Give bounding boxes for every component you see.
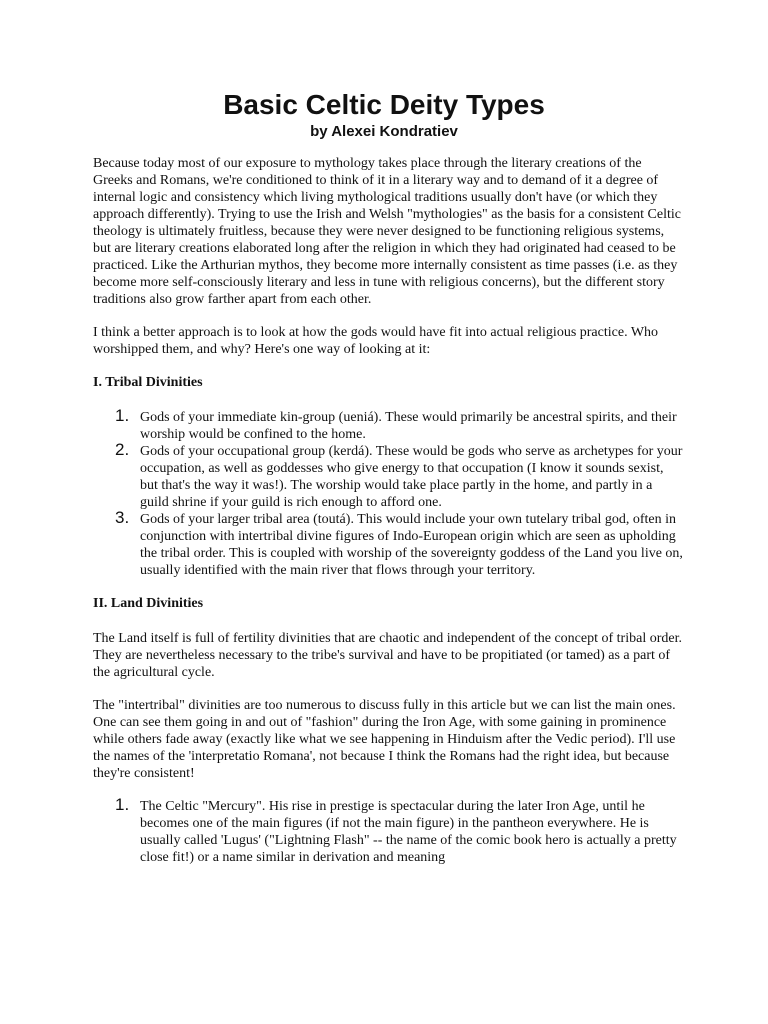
- intro-paragraph: Because today most of our exposure to mythology takes place through the literary creations of the Greeks and Romans, we're conditioned to think of it in a literary way and to demand of it a degree of internal logic and consistency which living mythological traditions usually don't have (or which they approach differently). Trying to use the Irish and Welsh "mythologies" as the basis for a consistent Celtic theology is ultimately fruitless, because they were never designed to be functioning religious systems, but are literary creations elaborated long after the religion in which they had originated had ceased to be practiced. Like the Arthurian mythos, they become more internally consistent as time passes (i.e. as they become more self-consciously literary and less in tune with religious concerns), but the different story traditions also grow farther apart from each other.: [93, 156, 681, 307]
- list-number: 2.: [115, 440, 130, 459]
- land-paragraph: The "intertribal" divinities are too numerous to discuss fully in this article but we can list the main ones. One can see them going in and out of "fashion" during the Iron Age, with some gaining in prominence while others fade away (exactly like what we see happening in Hinduism after the Vedic period). I'll use the names of the 'interpretatio Romana', not because I think the Romans had the right idea, but because they're consistent!: [93, 698, 676, 781]
- intertribal-divinities-list: [93, 795, 683, 866]
- section-heading-tribal: I. Tribal Divinities: [93, 375, 203, 390]
- list-item: [115, 508, 683, 579]
- list-number: 1.: [115, 406, 130, 425]
- list-item-text: Gods of your occupational group (kerdá). These would be gods who serve as archetypes for your occupation, as well as goddesses who give energy to that occupation (I know it sounds sexist, but that's the way it was!). The worship would take place partly in the home, and partly in a guild shrine if your guild is rich enough to afford one.: [140, 444, 683, 510]
- list-item: [115, 406, 683, 443]
- list-item-text: Gods of your larger tribal area (toutá). This would include your own tutelary tribal god, often in conjunction with intertribal divine figures of Indo-European origin which are seen as upholding the tribal order. This is coupled with worship of the sovereignty goddess of the Land you live on, usually identified with the main river that flows through your territory.: [140, 512, 683, 578]
- list-item: [115, 795, 683, 866]
- land-paragraph: The Land itself is full of fertility divinities that are chaotic and independent of the concept of tribal order. They are nevertheless necessary to the tribe's survival and have to be propitiated (or tamed) as a part of the agricultural cycle.: [93, 631, 682, 680]
- list-number: 3.: [115, 508, 130, 527]
- document-title: Basic Celtic Deity Types: [223, 89, 545, 120]
- tribal-divinities-list: [93, 406, 683, 579]
- intro-paragraph: I think a better approach is to look at how the gods would have fit into actual religious practice. Who worshipped them, and why? Here's one way of looking at it:: [93, 325, 659, 357]
- list-item: [115, 440, 683, 511]
- author-byline: by Alexei Kondratiev: [310, 123, 458, 140]
- list-item-text: The Celtic "Mercury". His rise in prestige is spectacular during the later Iron Age, until he becomes one of the main figures (if not the main figure) in the pantheon everywhere. He is usually called 'Lugus' ("Lightning Flash" -- the name of the comic book hero is actually a pretty close fit!) or a name similar in derivation and meaning: [140, 799, 677, 865]
- list-number: 1.: [115, 795, 130, 814]
- section-heading-land: II. Land Divinities: [93, 596, 204, 611]
- list-item-text: Gods of your immediate kin-group (ueniá). These would primarily be ancestral spirits, and their worship would be confined to the home.: [140, 410, 677, 442]
- document-body: [93, 155, 683, 882]
